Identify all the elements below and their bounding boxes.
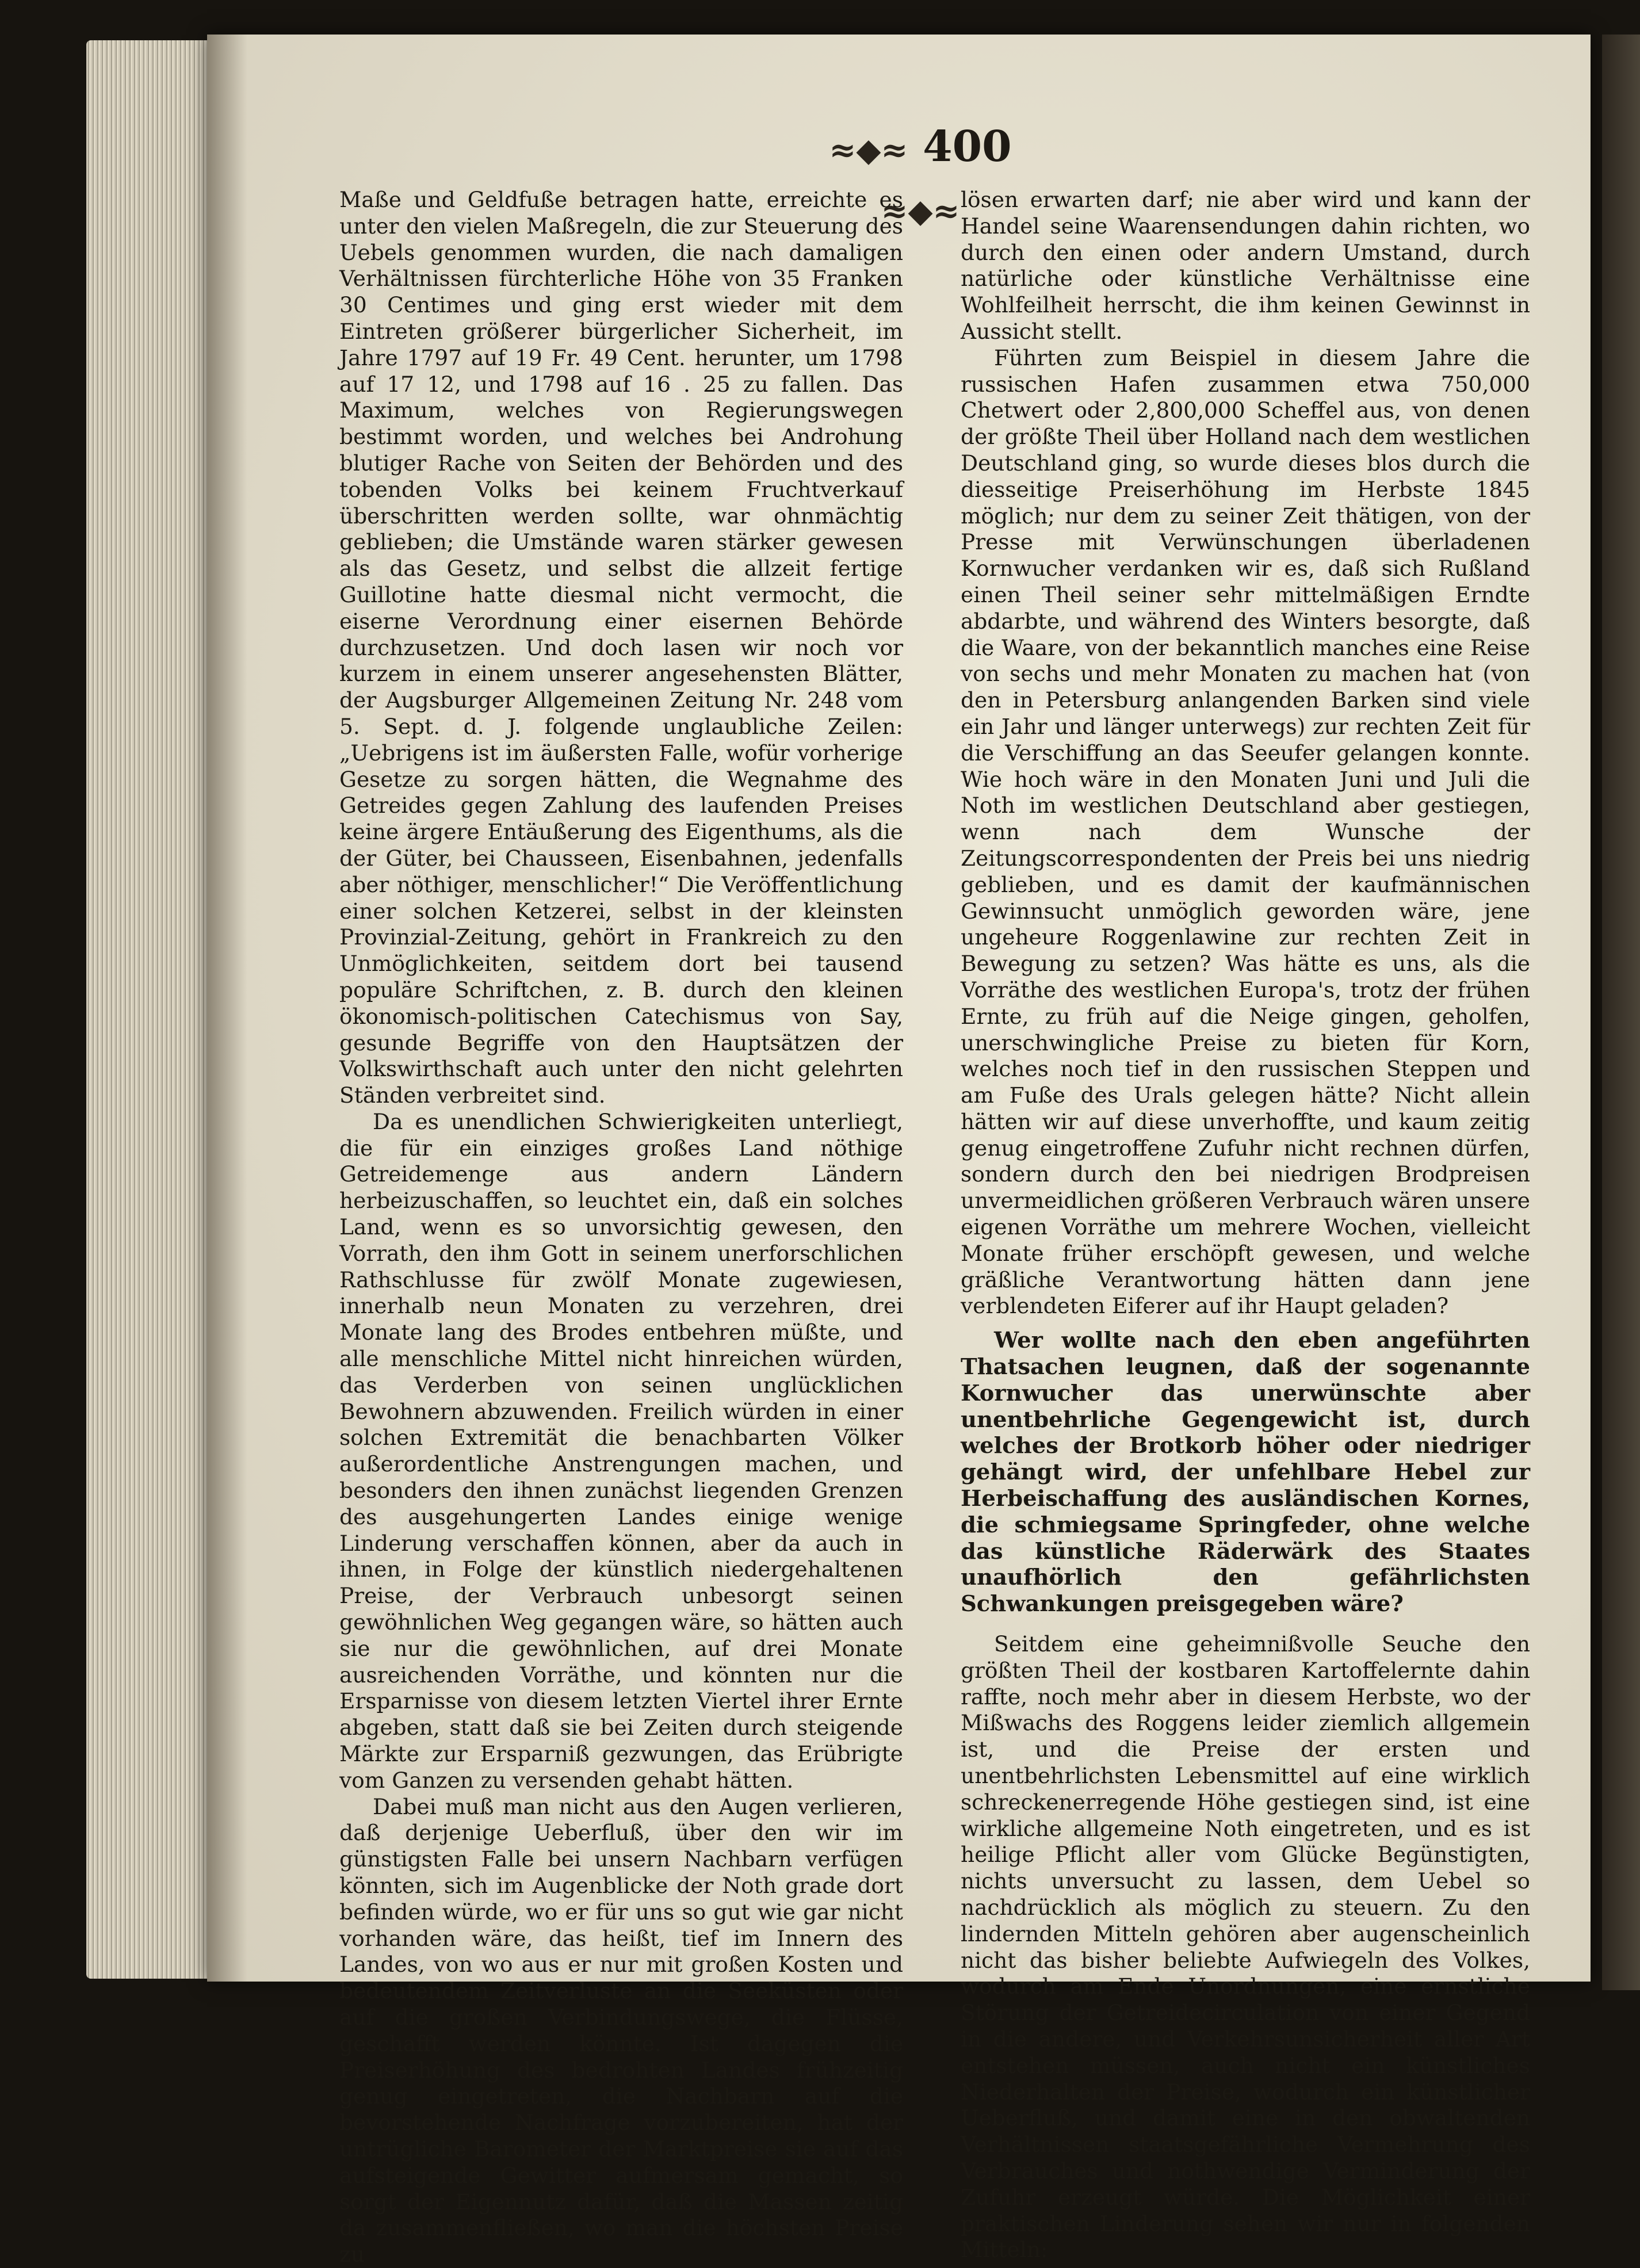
- paragraph: Maße und Geldfuße betragen hatte, erreichte es unter den vielen Maßregeln, die zur Steuerung des Uebels genommen wurden, die nach damaligen Verhältnissen fürchterliche Höhe von 35 Franken 30 Centimes und ging erst wieder mit dem Eintreten größerer bürgerlicher Sicherheit, im Jahre 1797 auf 19 Fr. 49 Cent. herunter, um 1798 auf 17 12, und 1798 auf 16 . 25 zu fallen. Das Maximum, welches von Regierungswegen bestimmt worden, und welches bei Androhung blutiger Rache von Seiten der Behörden und des tobenden Volks bei keinem Fruchtverkauf überschritten werden sollte, war ohnmächtig geblieben; die Umstände waren stärker gewesen als das Gesetz, und selbst die allzeit fertige Guillotine hatte diesmal nicht vermocht, die eiserne Verordnung einer eisernen Behörde durchzusetzen. Und doch lasen wir noch vor kurzem in einem unserer angesehensten Blätter, der Augsburger Allgemeinen Zeitung Nr. 248 vom 5. Sept. d. J. folgende unglaubliche Zeilen: „Uebrigens ist im äußersten Falle, wofür vorherige Gesetze zu sorgen hätten, die Wegnahme des Getreides gegen Zahlung des laufenden Preises keine ärgere Entäußerung des Eigenthums, als die der Güter, bei Chausseen, Eisenbahnen, jedenfalls aber nöthiger, menschlicher!“ Die Veröffentlichung einer solchen Ketzerei, selbst in der kleinsten Provinzial-Zeitung, gehört in Frankreich zu den Unmöglichkeiten, seitdem dort bei tausend populäre Schriftchen, z. B. durch den kleinen ökonomisch-politischen Catechismus von Say, gesunde Begriffe von den Hauptsätzen der Volkswirthschaft auch unter den nicht gelehrten Ständen verbreitet sind.: [339, 187, 903, 1108]
- left-column: [339, 187, 903, 2268]
- paragraph: Dabei muß man nicht aus den Augen verlieren, daß derjenige Ueberfluß, über den wir im günstigsten Falle bei unsern Nachbarn verfügen könnten, sich im Augenblicke der Noth grade dort befinden würde, wo er für uns so gut wie gar nicht vorhanden wäre, das heißt, tief im Innern des Landes, von wo aus er nur mit großen Kosten und bedeutendem Zeitverluste an die Seeküsten oder auf die großen Verbindungswege, die Flüsse, geschafft werden könnte. Ist dagegen die Preiserhöhung des bedrohten Landes frühzeitig genug eingetreten, die Nachbarn auf die bevorstehende Nachfrage vorzubereiten, hat der untrügliche Barometer der Marktpreise sie auf das aufsteigende Gewitter aufmersam gemacht, so sorgt der Eigennutz dafür, daß die Massen zeitig da zusammenfließen, wo man die höchsten Preise zu: [339, 1793, 903, 2267]
- ornament-right: ≈◆≈: [881, 192, 960, 230]
- paragraph: Führten zum Beispiel in diesem Jahre die russischen Hafen zusammen etwa 750,000 Chetwert oder 2,800,000 Scheffel aus, von denen der größte Theil über Holland nach dem westlichen Deutschland ging, so wurde dieses blos durch die diesseitige Preiserhöhung im Herbste 1845 möglich; nur dem zu seiner Zeit thätigen, von der Presse mit Verwünschungen überladenen Kornwucher verdanken wir es, daß sich Rußland einen Theil seiner sehr mittelmäßigen Erndte abdarbte, und während des Winters besorgte, daß die Waare, von der bekanntlich manches eine Reise von sechs und mehr Monaten zu machen hat (von den in Petersburg anlangenden Barken sind viele ein Jahr und länger unterwegs) zur rechten Zeit für die Verschiffung an das Seeufer gelangen konnte. Wie hoch wäre in den Monaten Juni und Juli die Noth im westlichen Deutschland aber gestiegen, wenn nach dem Wunsche der Zeitungscorrespondenten der Preis bei uns niedrig geblieben, und es damit der kaufmännischen Gewinnsucht unmöglich geworden wäre, jene ungeheure Roggenlawine zur rechten Zeit in Bewegung zu setzen? Was hätte es uns, als die Vorräthe des westlichen Europa's, trotz der frühen Ernte, zu früh auf die Neige gingen, geholfen, unerschwingliche Preise zu bieten für Korn, welches noch tief in den russischen Steppen und am Fuße des Urals gelegen hätte? Nicht allein hätten wir auf diese unverhoffte, und kaum zeitig genug eingetroffene Zufuhr nicht rechnen dürfen, sondern durch den bei niedrigen Brodpreisen unvermeidlichen größeren Verbrauch wären unsere eigenen Vorräthe um mehrere Wochen, vielleicht Monate früher erschöpft gewesen, und welche gräßliche Verantwortung hätten dann jene verblendeten Eiferer auf ihr Haupt geladen?: [961, 345, 1530, 1319]
- spine-shadow: [207, 35, 247, 1982]
- ornament-left: ≈◆≈: [829, 131, 908, 169]
- page-header: [805, 118, 1035, 230]
- book-page-edges: [86, 40, 224, 1979]
- page-number: 400: [923, 122, 1012, 171]
- right-column: [961, 187, 1530, 2263]
- paragraph: Seitdem eine geheimnißvolle Seuche den größten Theil der kostbaren Kartoffelernte dahin raffte, noch mehr aber in diesem Herbste, wo der Mißwachs des Roggens leider ziemlich allgemein ist, und die Preise der ersten und unentbehrlichsten Lebensmittel auf eine wirklich schreckenerregende Höhe gestiegen sind, ist eine wirkliche allgemeine Noth eingetreten, und es ist heilige Pflicht aller vom Glücke Begünstigten, nichts unversucht zu lassen, dem Uebel so nachdrücklich als möglich zu steuern. Zu den lindernden Mitteln gehören aber augenscheinlich nicht das bisher beliebte Aufwiegeln des Volkes, wodurch am Ende Unordnungen, eine ernstliche Störung der Getreidecirculation von einer Gegend in die andere, und Verkehrsunsicherheit aller Art entstehen müssen, auch nicht ein künstliches Niederhalten der Preise, wodurch ein künstlicher Ueberfluß, und damit eine in den obwaltenden Verhältnissen staatsgefährliche Vermehrung des Verbrauches und nothwendige Verminderung der Zufuhr erzeugt würde. Die Möglichkeit einer praktischen Linderung sehen wir nur in folgenden Mitteln:: [961, 1631, 1530, 2263]
- bold-paragraph: Wer wollte nach den eben angeführten Thatsachen leugnen, daß der sogenannte Kornwucher das unerwünschte aber unentbehrliche Gegengewicht ist, durch welches der Brotkorb höher oder niedriger gehängt wird, der unfehlbare Hebel zur Herbeischaffung des ausländischen Kornes, die schmiegsame Springfeder, ohne welche das künstliche Räderwärk des Staates unaufhörlich den gefährlichsten Schwankungen preisgegeben wäre?: [961, 1328, 1530, 1617]
- paragraph: lösen erwarten darf; nie aber wird und kann der Handel seine Waarensendungen dahin richten, wo durch den einen oder andern Umstand, durch natürliche oder künstliche Verhältnisse eine Wohlfeilheit herrscht, die ihm keinen Gewinnst in Aussicht stellt.: [961, 187, 1530, 344]
- adjacent-page-edge: [1602, 35, 1640, 1990]
- paragraph: Da es unendlichen Schwierigkeiten unterliegt, die für ein einziges großes Land nöthige Getreidemenge aus andern Ländern herbeizuschaffen, so leuchtet ein, daß ein solches Land, wenn es so unvorsichtig gewesen, den Vorrath, den ihm Gott in seinem unerforschlichen Rathschlusse für zwölf Monate zugewiesen, innerhalb neun Monaten zu verzehren, drei Monate lang des Brodes entbehren müßte, und alle menschliche Mittel nicht hinreichen würden, das Verderben von seinen unglücklichen Bewohnern abzuwenden. Freilich würden in einer solchen Extremität die benachbarten Völker außerordentliche Anstrengungen machen, und besonders den ihnen zunächst liegenden Grenzen des ausgehungerten Landes einige wenige Linderung verschaffen können, aber da auch in ihnen, in Folge der künstlich niedergehaltenen Preise, der Verbrauch unbesorgt seinen gewöhnlichen Weg gegangen wäre, so hätten auch sie nur die gewöhnlichen, auf drei Monate ausreichenden Vorräthe, und könnten nur die Ersparnisse von diesem letzten Viertel ihrer Ernte abgeben, statt daß sie bei Zeiten durch steigende Märkte zur Ersparniß gezwungen, das Erübrigte vom Ganzen zu versenden gehabt hätten.: [339, 1108, 903, 1793]
